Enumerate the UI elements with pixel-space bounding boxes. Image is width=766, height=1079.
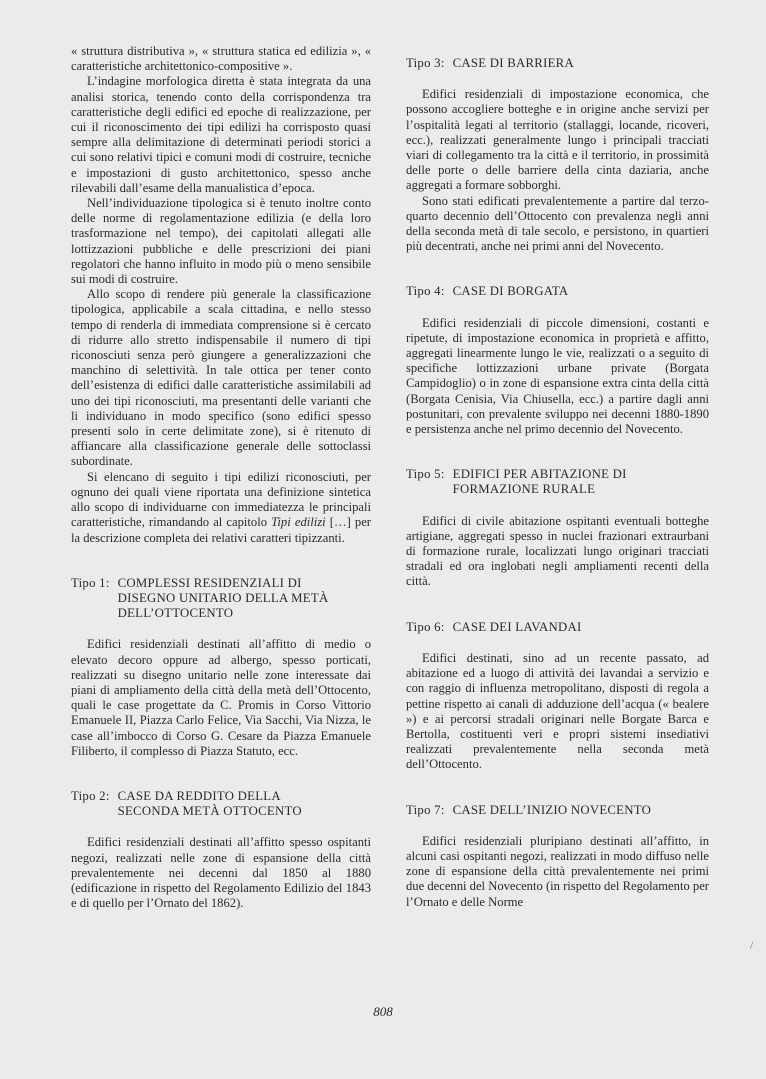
chapter-reference: Tipi edilizi bbox=[271, 515, 326, 530]
tipo-title bbox=[118, 789, 371, 819]
tipo-title bbox=[453, 467, 709, 497]
title-line: CASE DELL’INIZIO NOVECENTO bbox=[452, 802, 652, 817]
margin-mark: / bbox=[750, 938, 754, 952]
paragraph: Edifici residenziali pluripiano destinati all’affitto, in alcuni casi ospitanti negozi, realizzati in modo diffuso nelle zone di espansione della città prevalentemente nei primi due decenni del Novecento (in rispetto del Regolamento per l’Ornato e delle Norme bbox=[406, 833, 709, 909]
tipo-label: Tipo 7: bbox=[406, 802, 445, 817]
tipo-label: Tipo 2: bbox=[71, 788, 110, 803]
tipo-2-heading bbox=[71, 789, 371, 819]
tipo-7-heading bbox=[406, 803, 709, 818]
tipo-label: Tipo 3: bbox=[406, 56, 445, 70]
title-line: DELL’OTTOCENTO bbox=[117, 606, 234, 621]
tipo-label: Tipo 4: bbox=[406, 284, 445, 299]
paragraph-text: Si elencano di seguito i tipi edilizi riconosciuti, per ognuno dei quali viene riportata una definizione sintetica allo scopo di individuarne con immediatezza le principali caratteristiche, rimandando al capitolo bbox=[71, 469, 371, 530]
tipo-3-heading bbox=[406, 56, 709, 71]
paragraph: Edifici residenziali di impostazione economica, che possono accogliere botteghe e in origine anche servizi per l’ospitalità legati al territorio (stallaggi, locande, ricoveri, ecc.), realizzati generalmente lungo i principali tracciati viari di collegamento tra la città e il territorio, in prossimità delle porte o delle barriere della cinta daziaria, anche aggregati a formare sobborghi. bbox=[406, 87, 709, 193]
tipo-label: Tipo 5: bbox=[406, 467, 445, 482]
right-column bbox=[406, 44, 709, 910]
title-line: CASE DI BARRIERA bbox=[452, 56, 574, 70]
paragraph bbox=[71, 470, 371, 546]
tipo-title bbox=[453, 56, 709, 71]
title-line: DISEGNO UNITARIO DELLA METÀ bbox=[117, 590, 329, 605]
tipo-6-heading bbox=[406, 620, 709, 635]
paragraph: Allo scopo di rendere più generale la classificazione tipologica, applicabile a scala cittadina, e nello stesso tempo di renderla di immediata comprensione si è cercato di ridurre allo stretto indispensabile il numero di tipi riconosciuti senza però giungere a generalizzazioni che manchino di selettività. In tale ottica per tener conto dell’esistenza di edifici dalle caratteristiche assimilabili ad uno dei tipi riconosciuti, ma presentanti delle varianti che li individuano in modo specifico (sono edifici spesso presenti solo in certe delimitate zone), si è ritenuto di affiancare alla classificazione generale delle sottoclassi subordinate. bbox=[71, 287, 371, 469]
tipo-title bbox=[453, 284, 709, 299]
paragraph: Nell’individuazione tipologica si è tenuto inoltre conto delle norme di regolamentazione edilizia (e della loro trasformazione nel tempo), dei capitolati allegati alle lottizzazioni pubbliche e delle prescrizioni dei piani regolatori che hanno influito in modo più o meno sensibile sui modi di costruire. bbox=[71, 196, 371, 287]
tipo-5-heading bbox=[406, 467, 709, 497]
tipo-label: Tipo 6: bbox=[406, 619, 445, 634]
paragraph: Edifici destinati, sino ad un recente passato, ad abitazione ed a luogo di attività dei lavandai a servizio e con raggio di influenza metropolitano, disposti di regola a pettine rispetto ai canali di adduzione dell’acqua (« bealere ») e ai percorsi stradali originari nelle Borgate Barca e Bertolla, costituenti veri e propri sistemi insediativi realizzati prevalentemente nella seconda metà dell’Ottocento. bbox=[406, 650, 709, 772]
tipo-label: Tipo 1: bbox=[71, 575, 110, 590]
paragraph: Edifici residenziali di piccole dimensioni, costanti e ripetute, di impostazione economica in proprietà e affitto, aggregati linearmente lungo le vie, realizzati o a seguito di specifiche lottizzazioni urbane private (Borgata Campidoglio) o in zone di espansione extra cinta della città (Borgata Cenisia, Via Chiusella, ecc.) a partire dagli anni postunitari, con prevalente sviluppo nei decenni 1880-1890 e persistenza anche nel primo decennio del Novecento. bbox=[406, 315, 709, 437]
paragraph: « struttura distributiva », « struttura statica ed edilizia », « caratteristiche architettonico-compositive ». bbox=[71, 44, 371, 74]
tipo-1-heading bbox=[71, 576, 371, 622]
left-column bbox=[71, 44, 371, 911]
tipo-4-heading bbox=[406, 284, 709, 299]
tipo-title bbox=[118, 576, 371, 622]
title-line: CASE DI BORGATA bbox=[452, 284, 569, 299]
paragraph: Edifici di civile abitazione ospitanti eventuali botteghe artigiane, aggregati spesso in nuclei frazionari extraurbani di formazione rurale, localizzati lungo originari tracciati stradali ed ora inglobati negli ampliamenti recenti della città. bbox=[406, 513, 709, 589]
page-number: 808 bbox=[373, 1004, 393, 1019]
tipo-title bbox=[453, 620, 709, 635]
paragraph: Edifici residenziali destinati all’affitto di medio o elevato decoro oppure ad albergo, spesso porticati, realizzati su disegno unitario nelle zone interessate dai piani di ampliamento della città della metà dell’Ottocento, quali le case progettate da C. Promis in Corso Vittorio Emanuele II, Piazza Carlo Felice, Via Sacchi, Via Nizza, le case all’imbocco di Corso G. Cesare da Piazza Emanuele Filiberto, il complesso di Piazza Statuto, ecc. bbox=[71, 637, 371, 758]
title-line: CASE DA REDDITO DELLA bbox=[117, 788, 281, 803]
paragraph: Edifici residenziali destinati all’affitto spesso ospitanti negozi, realizzati nelle zone di espansione della città prevalentemente nei decenni dal 1850 al 1880 (edificazione in rispetto del Regolamento Edilizio del 1843 e di quello per l’Ornato del 1862). bbox=[71, 835, 371, 911]
title-line: SECONDA METÀ OTTOCENTO bbox=[117, 804, 302, 819]
paragraph: L’indagine morfologica diretta è stata integrata da una analisi storica, tenendo conto della corrispondenza tra caratteristiche degli edifici ed epoche di realizzazione, per cui il riconoscimento dei tipi edilizi ha corrisposto quasi sempre alla delimitazione di determinati periodi storici a cui sono relativi tipici e comuni modi di costruire, tecniche e impostazioni di gusto architettonico, spesso anche rilevabili dall’esame della manualistica d’epoca. bbox=[71, 74, 371, 195]
paragraph-text: […] per la descrizione completa dei relativi caratteri tipizzanti. bbox=[71, 515, 371, 545]
paragraph: Sono stati edificati prevalentemente a partire dal terzo-quarto decennio dell’Ottocento con prevalenza negli anni della seconda metà di tale secolo, e persistono, in quartieri più decentrati, anche nei primi anni del Novecento. bbox=[406, 193, 709, 254]
title-line: CASE DEI LAVANDAI bbox=[452, 619, 582, 634]
title-line: COMPLESSI RESIDENZIALI DI bbox=[117, 575, 302, 590]
title-line: FORMAZIONE RURALE bbox=[452, 482, 596, 497]
title-line: EDIFICI PER ABITAZIONE DI bbox=[452, 467, 627, 482]
tipo-title bbox=[453, 803, 709, 818]
